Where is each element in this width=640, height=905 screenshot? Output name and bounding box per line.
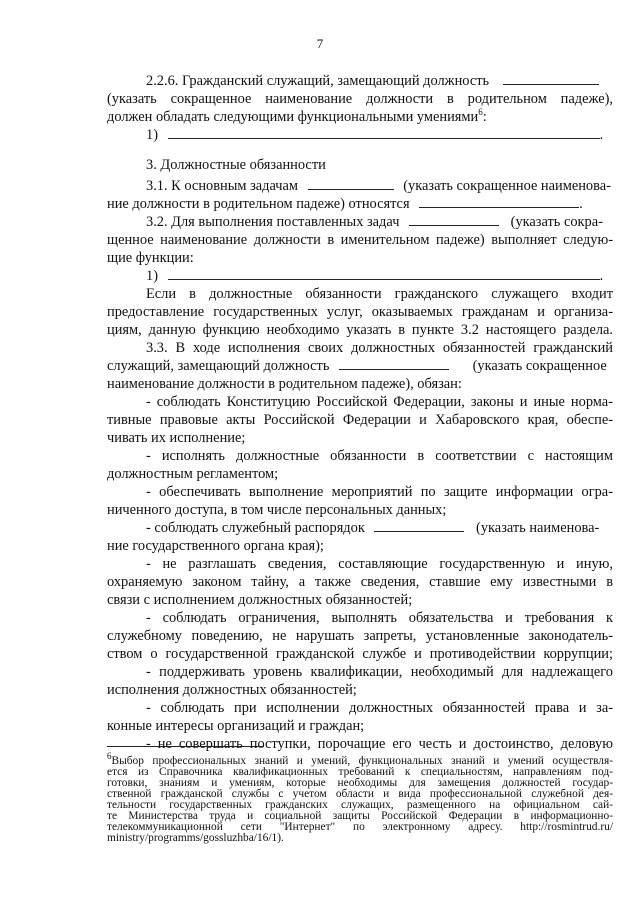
text-line: - соблюдать при исполнении должностных обязанностей права и за- [146, 700, 613, 716]
text-line: охраняемую законом тайну, а также сведения, ставшие ему известными в [107, 574, 613, 590]
text-line: ние государственного органа края); [107, 538, 324, 554]
text-line [146, 519, 599, 537]
text-line: - не разглашать сведения, составляющие государственную и иную, [146, 556, 613, 572]
line-text: . [599, 268, 604, 284]
text-line: - соблюдать Конституцию Российской Федерации, законы и иные норма- [146, 394, 613, 410]
text-line [107, 357, 607, 375]
text-line: - обеспечивать выполнение мероприятий по защите информации огра- [146, 484, 613, 500]
text-line [146, 177, 611, 195]
line-text: (указать сокра- [510, 214, 603, 230]
list-number: 1) [146, 127, 158, 143]
section-heading: 3. Должностные обязанности [146, 157, 326, 173]
footnote-line: ется из Справочника квалификационных требований к специальностям, направлениям под- [107, 766, 613, 778]
line-text: (указать наименова- [476, 520, 600, 536]
line-text: должен обладать следующими функциональными умениями [107, 109, 479, 125]
footnote-line [107, 751, 613, 767]
text-line: - соблюдать ограничения, выполнять обязательства и требования к [146, 610, 613, 626]
text-line: должностным регламентом; [107, 466, 279, 482]
footnote-line: ственной гражданской службы с учетом области и вида профессиональной служебной дея- [107, 788, 613, 800]
fill-in-blank [374, 519, 464, 532]
text-line [107, 108, 487, 126]
footnote-mark: 6 [107, 751, 112, 762]
text-line: предоставление государственных услуг, оказываемых гражданам и организа- [107, 304, 613, 320]
text-line: ством о государственной гражданской службе и противодействии коррупции; [107, 646, 613, 662]
line-text: : [482, 109, 487, 125]
line-text: . [599, 127, 604, 143]
text-line [107, 195, 583, 213]
line-text: 3.1. К основным задачам [146, 178, 299, 194]
line-text: . [579, 196, 583, 212]
text-line: наименование должности в родительном падеже), обязан: [107, 376, 462, 392]
fill-in-blank [168, 267, 600, 280]
fill-in-blank [409, 213, 499, 226]
line-text: (указать сокращенное наименова- [403, 178, 611, 194]
text-line: щие функции: [107, 250, 194, 266]
footnote-text: Выбор профессиональных знаний и умений, функциональных знаний и умений осуществля- [111, 755, 613, 767]
page-number: 7 [316, 36, 324, 51]
text-line [146, 126, 603, 144]
footnote-line: телекоммуникационной сети "Интернет" по электронному адресу. http://rosmintrud.ru/ [107, 821, 613, 833]
text-line: связи с исполнением должностных обязанностей; [107, 592, 413, 608]
fill-in-blank [339, 357, 449, 370]
text-line: - не совершать поступки, порочащие его честь и достоинство, деловую [146, 736, 613, 752]
text-line [146, 72, 599, 90]
footnote-line: готовки, знаниям и умениям, которые необходимы для замещения должностей государ- [107, 777, 613, 789]
text-line: конные интересы организаций и граждан; [107, 718, 365, 734]
line-text: 2.2.6. Гражданский служащий, замещающий должность [146, 73, 490, 89]
footnote-line: тельности государственных гражданских служащих, размещенного на официальном сай- [107, 799, 613, 811]
text-line: служебному поведению, не нарушать запреты, установленные законодатель- [107, 628, 613, 644]
text-line [146, 213, 603, 231]
footnote-separator [107, 746, 264, 747]
fill-in-blank [503, 72, 599, 85]
text-line: щенное наименование должности в именительном падеже) выполняет следую- [107, 232, 613, 248]
fill-in-blank [168, 126, 600, 139]
text-line: чивать их исполнение; [107, 430, 246, 446]
text-line: циям, данную функцию необходимо указать в пункте 3.2 настоящего раздела. [107, 322, 613, 338]
fill-in-blank [419, 195, 579, 208]
line-text: - соблюдать служебный распорядок [146, 520, 365, 536]
footnote-line: те Министерства труда и социальной защиты Российской Федерации в информационно- [107, 810, 613, 822]
fill-in-blank [308, 177, 394, 190]
line-text: (указать сокращенное [472, 358, 607, 374]
text-line: ниченного доступа, в том числе персональных данных; [107, 502, 447, 518]
line-text: служащий, замещающий должность [107, 358, 330, 374]
text-line: (указать сокращенное наименование должности в родительном падеже), [107, 91, 613, 107]
text-line: Если в должностные обязанности гражданского служащего входит [146, 286, 613, 302]
footnote-line: ministry/programms/gossluzhba/16/1). [107, 832, 284, 844]
text-line: - поддерживать уровень квалификации, необходимый для надлежащего [146, 664, 613, 680]
text-line: исполнения должностных обязанностей; [107, 682, 357, 698]
line-text: ние должности в родительном падеже) относятся [107, 196, 410, 212]
footnote-reference: 6 [478, 107, 483, 118]
text-line [146, 267, 603, 285]
list-number: 1) [146, 268, 158, 284]
text-line: тивные правовые акты Российской Федерации и Хабаровского края, обеспе- [107, 412, 613, 428]
text-line: - исполнять должностные обязанности в соответствии с настоящим [146, 448, 613, 464]
text-line: 3.3. В ходе исполнения своих должностных обязанностей гражданский [146, 340, 613, 356]
line-text: 3.2. Для выполнения поставленных задач [146, 214, 400, 230]
